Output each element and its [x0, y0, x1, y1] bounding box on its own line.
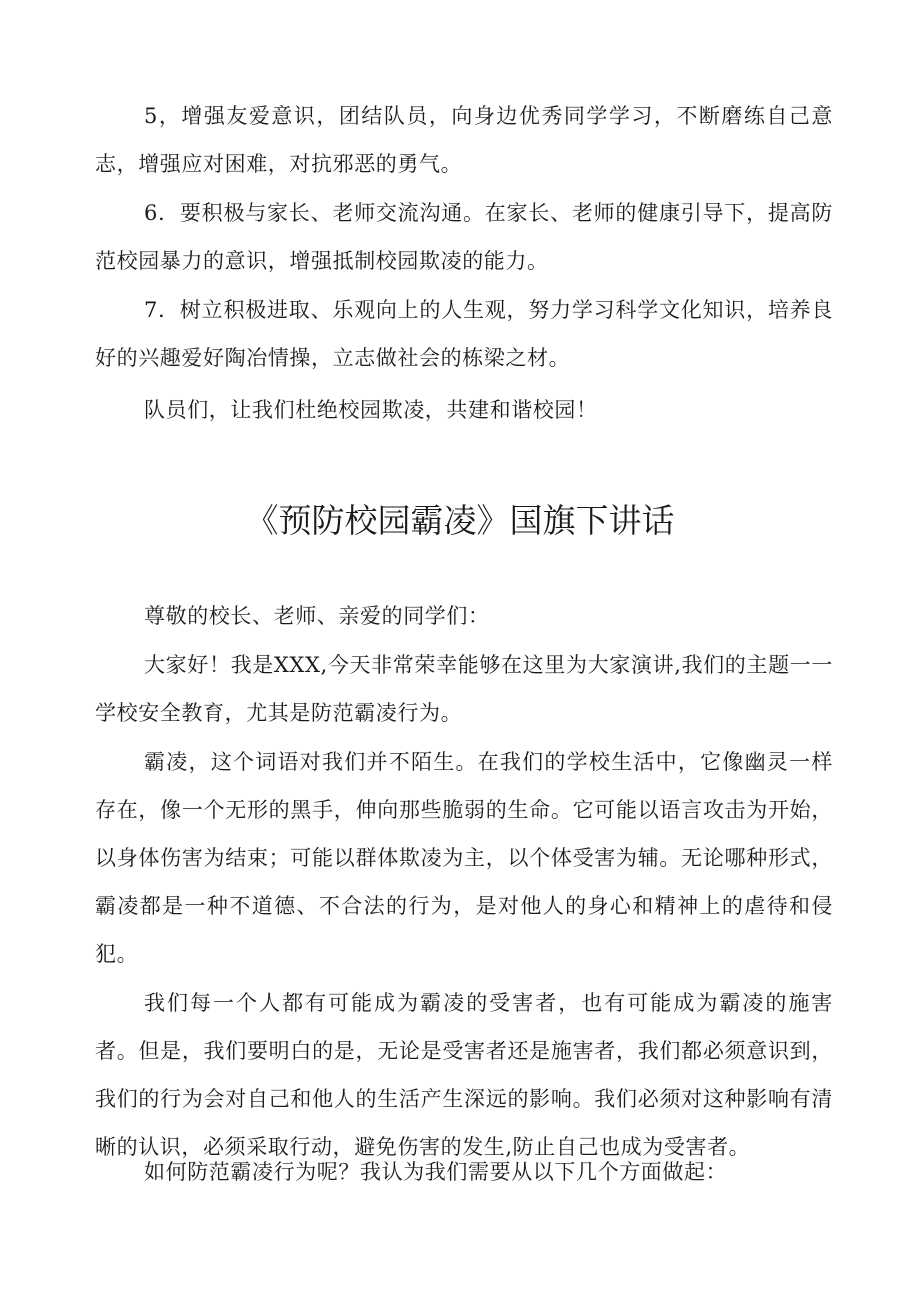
speech-paragraph-greeting: 大家好！我是XXX,今天非常荣幸能够在这里为大家演讲,我们的主题一一学校安全教育，尤其是防范霸凌行为。: [95, 653, 833, 725]
speech-salutation: 尊敬的校长、老师、亲爱的同学们：: [144, 604, 490, 628]
paragraph-closing-call: 队员们，让我们杜绝校园欺凌，共建和谐校园！: [144, 398, 598, 422]
speech-title: 《预防校园霸凌》国旗下讲话: [245, 501, 675, 540]
speech-paragraph-victim-perpetrator: 我们每一个人都有可能成为霸凌的受害者，也有可能成为霸凌的施害者。但是，我们要明白的是，无论是受害者还是施害者，我们都必须意识到，我们的行为会对自己和他人的生活产生深远的影响。我们必须对这种影响有清晰的认识，必须采取行动，避免伤害的发生,防止自己也成为受害者。: [95, 991, 833, 1159]
speech-paragraph-prevention-question: 如何防范霸凌行为呢？我认为我们需要从以下几个方面做起：: [144, 1160, 728, 1184]
paragraph-item-7: 7．树立积极进取、乐观向上的人生观，努力学习科学文化知识，培养良好的兴趣爱好陶冶情操，立志做社会的栋梁之材。: [95, 298, 833, 370]
paragraph-item-5: 5，增强友爱意识，团结队员，向身边优秀同学学习，不断磨练自己意志，增强应对困难，对抗邪恶的勇气。: [95, 104, 833, 176]
paragraph-item-6: 6．要积极与家长、老师交流沟通。在家长、老师的健康引导下，提高防范校园暴力的意识，增强抵制校园欺凌的能力。: [95, 201, 833, 273]
speech-paragraph-bullying-definition: 霸凌，这个词语对我们并不陌生。在我们的学校生活中，它像幽灵一样存在，像一个无形的黑手，伸向那些脆弱的生命。它可能以语言攻击为开始，以身体伤害为结束；可能以群体欺凌为主，以个体受害为辅。无论哪种形式，霸凌都是一种不道德、不合法的行为，是对他人的身心和精神上的虐待和侵犯。: [95, 750, 833, 966]
